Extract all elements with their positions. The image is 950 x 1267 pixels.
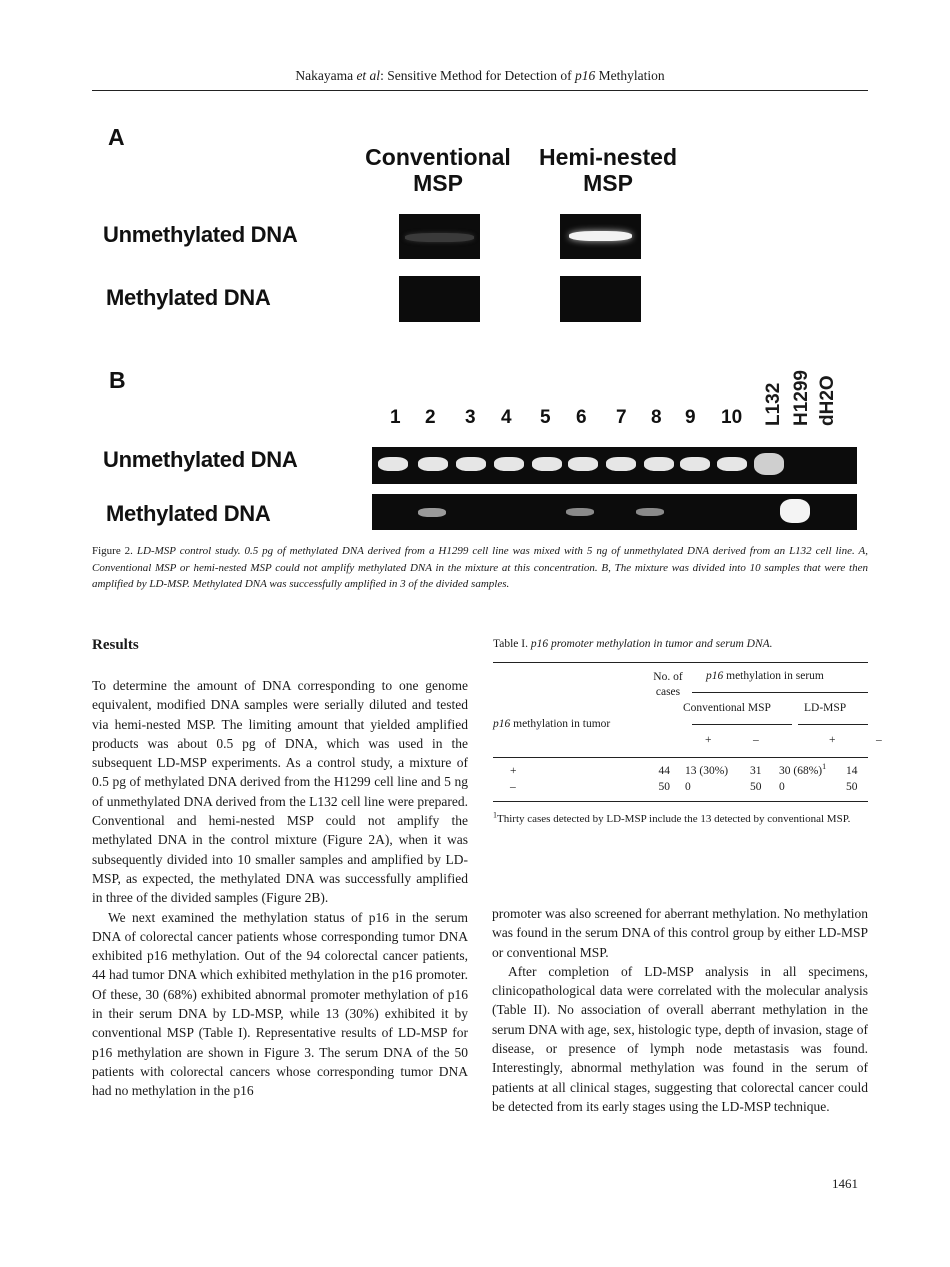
table-cell: 0 [685,781,691,793]
gel-band [568,457,598,471]
lane-label: 5 [540,407,551,428]
paragraph: We next examined the methylation status of p16 in the serum DNA of colorectal cancer patients whose corresponding tumor DNA exhibited p16 methylation. Out of the 94 colorectal cancer patients, 44 had tumor DNA which exhibited methylation in the p16 promoter. Of these, 30 (68%) exhibited abnormal promoter methylation of p16 in their serum DNA by LD-MSP, while 13 (30%) exhibited it by conventional MSP (Table I). Representative results of LD-MSP for p16 methylation are shown in Figure 3. The serum DNA of the 50 patients with colorectal cancers whose corresponding tumor DNA had no methylation in the p16 [92,909,469,1099]
panel-b-row-label-unmethylated: Unmethylated DNA [103,447,298,472]
table-cell: 14 [846,765,858,777]
lane-label: 7 [616,407,627,428]
table-head-conventional: Conventional MSP [683,702,771,714]
lane-label-h1299: H1299 [791,370,812,426]
table-sub-head: – [753,734,759,746]
table-cell: 13 (30%) [685,765,729,777]
paragraph: promoter was also screened for aberrant methylation. No methylation was found in the serum DNA of this control group by either LD-MSP or conventional MSP. [492,906,868,960]
gel-b-unmethylated [372,447,857,484]
figure-caption: Figure 2. LD-MSP control study. 0.5 pg of methylated DNA derived from a H1299 cell line was mixed with 5 ng of unmethylated DNA derived from an L132 cell line. A, Conventional MSP or hemi-nested MSP could not amplify methylated DNA in the mixture at this concentration. B, The mixture was divided into 10 samples that were then amplified by LD-MSP. Methylated DNA was successfully amplified in 3 of the divided samples. [92,545,868,590]
lane-label: 3 [465,407,476,428]
panel-a-row-label-methylated: Methylated DNA [106,285,271,310]
gel-band [680,457,710,471]
table-footnote: $^1$Thirty cases detected by LD-MSP include the 13 detected by conventional MSP. [493,810,851,825]
gel-band [644,457,674,471]
table-rule [692,692,868,693]
table-cell: 30 $(68\%)^1$ [779,762,827,777]
gel-band [418,457,448,471]
gel-band [418,508,446,517]
gel-band [566,508,594,516]
gel-band [606,457,636,471]
header-rule [92,90,868,91]
panel-a-letter: A [108,124,125,150]
lane-label: 1 [390,407,401,428]
panel-b-letter: B [109,367,126,393]
lane-label-l132: L132 [763,382,784,426]
gel-a-hemi-nested-unmethylated [560,214,641,259]
gel-band [405,233,474,242]
gel-band [378,457,408,471]
table-cell: – [510,781,516,793]
table-cell: 0 [779,781,785,793]
table-sub-head: – [876,734,882,746]
table-cell: 44 [658,765,670,777]
panel-b-row-label-methylated: Methylated DNA [106,501,271,526]
table-title: Table I. p16 promoter methylation in tumor and serum DNA. [493,638,773,650]
table-bottom-rule [493,801,868,802]
table-rule [692,724,792,725]
paragraph: To determine the amount of DNA corresponding to one genome equivalent, modified DNA samples were serially diluted and tested via hemi-nested MSP. The limiting amount that yielded amplified products was about 0.5 pg of DNA, which was used in the subsequent LD-MSP experiments. As a control study, a mixture of 0.5 pg of methylated DNA derived from the H1299 cell line and 5 ng of unmethylated DNA derived from the L132 cell line were prepared. Conventional and hemi-nested MSP could not amplify the methylated DNA in the control mixture (Figure 2A), when it was subsequently divided into 10 smaller samples and amplified by LD-MSP, as expected, the methylated DNA was successfully amplified in three of the divided samples (Figure 2B). [92,678,469,906]
table-top-rule [493,662,868,663]
gel-band [717,457,747,471]
panel-a-row-label-unmethylated: Unmethylated DNA [103,222,298,247]
right-column [492,904,868,1116]
table-head-cases: No. of cases [653,671,683,698]
paragraph: After completion of LD-MSP analysis in all specimens, clinicopathological data were correlated with the molecular analysis (Table II). No association of overall aberrant methylation in the serum DNA with age, sex, histologic type, depth of invasion, stage of disease, or presence of lymph node metastasis was found. Interestingly, abnormal methylation was found in the serum of patients at all clinical stages, suggesting that colorectal cancer could be detected from its early stages using the LD-MSP technique. [492,963,869,1114]
lane-label: 6 [576,407,587,428]
lane-label: 4 [501,407,512,428]
table-sub-head: + [829,734,836,746]
gel-a-hemi-nested-methylated [560,276,641,322]
table-cell: 50 [750,781,762,793]
page-number: 1461 [832,1176,858,1191]
lane-label-dh2o: dH2O [817,375,838,426]
lane-label: 10 [721,407,743,428]
panel-a-col-head-conventional: Conventional MSP [365,144,511,196]
gel-band [456,457,486,471]
table-head-ld-msp: LD-MSP [804,702,847,714]
table-sub-head: + [705,734,712,746]
gel-b-methylated [372,494,857,530]
section-heading-results: Results [92,637,139,653]
gel-band [494,457,524,471]
table-cell: 50 [846,781,858,793]
gel-band [636,508,664,516]
gel-band [780,499,810,523]
table-cell: + [510,765,517,777]
table-rule [798,724,868,725]
running-head: Nakayama et al: Sensitive Method for Detection of p16 Methylation [295,68,665,83]
gel-a-conventional-methylated [399,276,480,322]
table-head-serum: p16 methylation in serum [706,670,824,682]
gel-band [754,453,784,475]
lane-label: 2 [425,407,436,428]
table-rule [493,757,868,758]
table-cell: 31 [750,765,762,777]
table-cell: 50 [658,781,670,793]
left-column [92,676,468,1101]
lane-label: 8 [651,407,662,428]
gel-a-conventional-unmethylated [399,214,480,259]
table-head-tumor: p16 methylation in tumor [493,718,611,730]
lane-label: 9 [685,407,696,428]
panel-a-col-head-hemi-nested: Hemi-nested MSP [538,144,678,196]
gel-band [569,231,632,241]
gel-band [532,457,562,471]
